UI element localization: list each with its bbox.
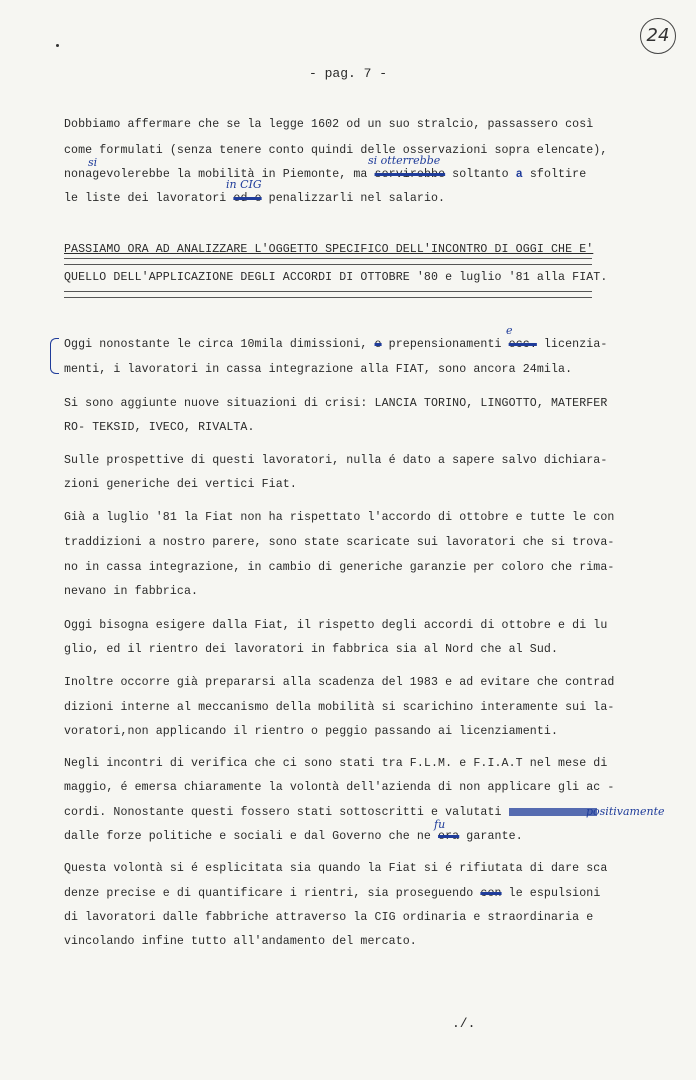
p6-line-2: glio, ed il rientro dei lavoratori in fabbrica sia al Nord che al Sud. bbox=[64, 643, 559, 656]
p5-line-3: no in cassa integrazione, in cambio di generiche garanzie per coloro che rima- bbox=[64, 561, 615, 574]
p4-line-2: zioni generiche dei vertici Fiat. bbox=[64, 478, 297, 491]
continuation-mark: ./. bbox=[452, 1016, 476, 1031]
p5-line-2: traddizioni a nostro parere, sono state scaricate sui lavoratori che si trova- bbox=[64, 536, 615, 549]
handwritten-fu: fu bbox=[434, 818, 446, 831]
p9-line-2: denze precise e di quantificare i rientri, sia proseguendo con le espulsioni bbox=[64, 887, 601, 900]
p9-line-1: Questa volontà si é esplicitata sia quando la Fiat si é rifiutata di dare sca bbox=[64, 862, 608, 875]
p8-line-1: Negli incontri di verifica che ci sono stati tra F.L.M. e F.I.A.T nel mese di bbox=[64, 757, 608, 770]
heading-line-2: QUELLO DELL'APPLICAZIONE DEGLI ACCORDI DI OTTOBRE '80 e luglio '81 alla FIAT. bbox=[64, 271, 608, 284]
p1-line-2: come formulati (senza tenere conto quindi delle osservazioni sopra elencate), bbox=[64, 144, 608, 157]
handwritten-in-cig: in CIG bbox=[226, 178, 262, 191]
struck-word: servirebbe bbox=[374, 168, 446, 181]
double-rule bbox=[64, 291, 592, 298]
page-stamp: 24 bbox=[640, 18, 676, 54]
p5-line-1: Già a luglio '81 la Fiat non ha rispettato l'accordo di ottobre e tutte le con bbox=[64, 511, 615, 524]
p5-line-4: nevano in fabbrica. bbox=[64, 585, 199, 598]
p8-line-3: cordi. Nonostante questi fossero stati sottoscritti e valutati bbox=[64, 806, 597, 819]
p8-line-2: maggio, é emersa chiaramente la volontà dell'azienda di non applicare gli ac - bbox=[64, 781, 615, 794]
ink-dot bbox=[56, 44, 59, 47]
p7-line-2: dizioni interne al meccanismo della mobilità si scarichino interamente sui la- bbox=[64, 701, 615, 714]
p6-line-1: Oggi bisogna esigere dalla Fiat, il rispetto degli accordi di ottobre e di lu bbox=[64, 619, 608, 632]
p7-line-1: Inoltre occorre già prepararsi alla scadenza del 1983 e ad evitare che contrad bbox=[64, 676, 615, 689]
handwritten-si-otterrebbe: si otterrebbe bbox=[368, 154, 441, 167]
struck-word: ed e bbox=[233, 192, 262, 205]
p3-line-2: RO- TEKSID, IVECO, RIVALTA. bbox=[64, 421, 255, 434]
p7-line-3: voratori,non applicando il rientro o peggio passando ai licenziamenti. bbox=[64, 725, 559, 738]
handwritten-e: e bbox=[506, 324, 513, 337]
p1-line-1: Dobbiamo affermare che se la legge 1602 od un suo stralcio, passassero così bbox=[64, 118, 594, 131]
p8-line-4: dalle forze politiche e sociali e dal Governo che ne era garante. bbox=[64, 830, 523, 843]
page-number: - pag. 7 - bbox=[308, 66, 387, 81]
handwritten-positivamente: positivamente bbox=[586, 805, 665, 818]
p2-line-2: menti, i lavoratori in cassa integrazione alla FIAT, sono ancora 24mila. bbox=[64, 363, 573, 376]
p9-line-3: di lavoratori dalle fabbriche attraverso la CIG ordinaria e straordinaria e bbox=[64, 911, 594, 924]
p1-line-3: nonagevolerebbe la mobilità in Piemonte, ma servirebbe soltanto a sfoltire bbox=[64, 168, 587, 181]
p4-line-1: Sulle prospettive di questi lavoratori, nulla é dato a sapere salvo dichiara- bbox=[64, 454, 608, 467]
p1-line-4: le liste dei lavoratori ed e penalizzarli nel salario. bbox=[64, 192, 446, 205]
double-rule bbox=[64, 258, 592, 265]
p9-line-4: vincolando infine tutto all'andamento del mercato. bbox=[64, 935, 417, 948]
heading-line-1: PASSIAMO ORA AD ANALIZZARE L'OGGETTO SPECIFICO DELL'INCONTRO DI OGGI CHE E' bbox=[64, 243, 594, 256]
p3-line-1: Si sono aggiunte nuove situazioni di crisi: LANCIA TORINO, LINGOTTO, MATERFER bbox=[64, 397, 608, 410]
handwritten-si: si bbox=[88, 156, 98, 169]
p2-line-1: Oggi nonostante le circa 10mila dimissioni, e prepensionamenti ecc. licenzia- bbox=[64, 338, 608, 351]
margin-bracket bbox=[50, 338, 59, 374]
